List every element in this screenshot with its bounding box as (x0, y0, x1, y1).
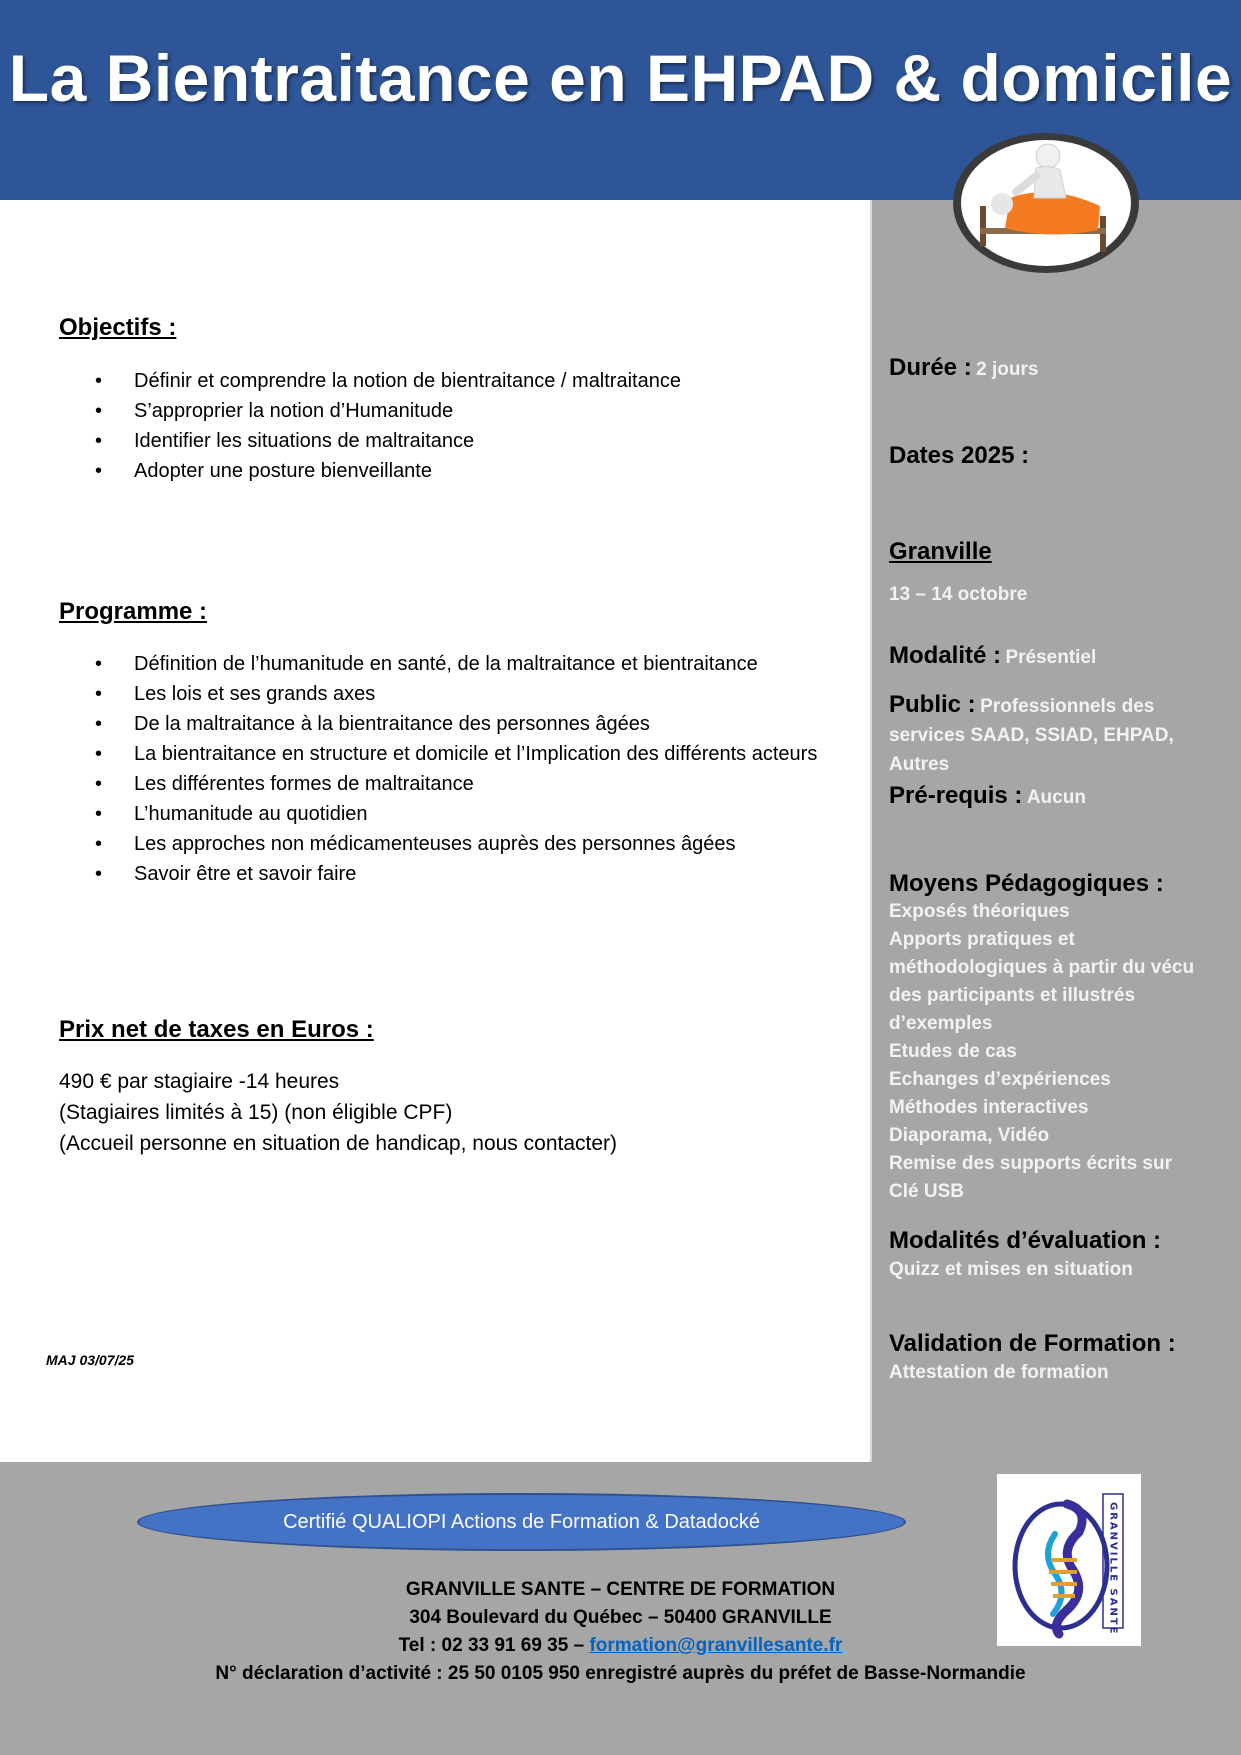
sidebar-divider (870, 200, 872, 1462)
list-item: méthodologiques à partir du vécu (889, 957, 1195, 978)
org-declaration: N° déclaration d’activité : 25 50 0105 950 enregistré auprès du préfet de Basse-Normandie (215, 1663, 1026, 1684)
qualiopi-badge: Certifié QUALIOPI Actions de Formation & Datadocké (137, 1493, 906, 1551)
org-name: GRANVILLE SANTE – CENTRE DE FORMATION (405, 1579, 836, 1600)
validation-section (889, 1330, 1229, 1384)
prix-heading: Prix net de taxes en Euros : (59, 1016, 374, 1043)
list-item: • Les différentes formes de maltraitance (59, 769, 817, 799)
public-value: Professionnels des (980, 696, 1155, 717)
prix-line: (Stagiaires limités à 15) (non éligible CPF) (59, 1101, 453, 1124)
list-item: • Définir et comprendre la notion de bientraitance / maltraitance (59, 366, 681, 396)
location-row (889, 538, 1229, 566)
prerequis-label: Pré-requis : (889, 782, 1023, 809)
list-item: Apports pratiques et (889, 929, 1075, 950)
evaluation-label: Modalités d’évaluation : (889, 1227, 1162, 1254)
validation-value: Attestation de formation (889, 1362, 1109, 1383)
programme-list (59, 649, 817, 889)
objectifs-list (59, 366, 681, 486)
location-dates-row (889, 584, 1229, 606)
dates-label: Dates 2025 : (889, 442, 1030, 469)
list-item: Remise des supports écrits sur (889, 1153, 1172, 1174)
moyens-section (889, 870, 1229, 1206)
page-title: La Bientraitance en EHPAD & domicile (8, 41, 1233, 115)
prerequis-value: Aucun (1026, 787, 1086, 808)
list-item: • Définition de l’humanitude en santé, de la maltraitance et bientraitance (59, 649, 817, 679)
prix-line: 490 € par stagiaire -14 heures (59, 1070, 340, 1093)
duree-value: 2 jours (976, 359, 1039, 380)
moyens-list (889, 898, 1229, 1206)
evaluation-value: Quizz et mises en situation (889, 1259, 1133, 1280)
prix-details (59, 1066, 617, 1159)
objectifs-heading: Objectifs : (59, 314, 177, 341)
dates-row (889, 442, 1229, 470)
list-item: • Identifier les situations de maltraitance (59, 426, 681, 456)
update-date: MAJ 03/07/25 (46, 1352, 134, 1368)
org-contact-line (0, 1632, 1241, 1660)
moyens-label: Moyens Pédagogiques : (889, 870, 1164, 897)
validation-label: Validation de Formation : (889, 1330, 1176, 1357)
list-item: des participants et illustrés (889, 985, 1136, 1006)
public-label: Public : (889, 691, 976, 718)
duree-row (889, 354, 1229, 382)
programme-heading: Programme : (59, 598, 208, 625)
list-item: • La bientraitance en structure et domicile et l’Implication des différents acteurs (59, 739, 817, 769)
list-item: d’exemples (889, 1013, 993, 1034)
list-item: Etudes de cas (889, 1041, 1017, 1062)
list-item: • Savoir être et savoir faire (59, 859, 817, 889)
list-item: Echanges d’expériences (889, 1069, 1111, 1090)
org-phone: Tel : 02 33 91 69 35 – (398, 1635, 590, 1656)
location-dates: 13 – 14 octobre (889, 584, 1028, 605)
evaluation-section (889, 1227, 1229, 1281)
caregiver-bed-illustration (950, 128, 1142, 278)
modalite-row (889, 642, 1229, 670)
email-link[interactable]: formation@granvillesante.fr (589, 1635, 843, 1656)
duree-label: Durée : (889, 354, 972, 381)
list-item: • L’humanitude au quotidien (59, 799, 817, 829)
logo-text: GRANVILLE SANTE (1107, 1502, 1119, 1636)
list-item: • De la maltraitance à la bientraitance des personnes âgées (59, 709, 817, 739)
prix-line: (Accueil personne en situation de handicap, nous contacter) (59, 1132, 618, 1155)
list-item: • Adopter une posture bienveillante (59, 456, 681, 486)
footer-contact (0, 1576, 1241, 1688)
list-item: • Les approches non médicamenteuses auprès des personnes âgées (59, 829, 817, 859)
list-item: • Les lois et ses grands axes (59, 679, 817, 709)
prerequis-row (889, 782, 1229, 810)
public-row (889, 691, 1229, 780)
list-item: • S’approprier la notion d’Humanitude (59, 396, 681, 426)
public-value: services SAAD, SSIAD, EHPAD, (889, 725, 1174, 746)
list-item: Diaporama, Vidéo (889, 1125, 1050, 1146)
public-value: Autres (889, 754, 950, 775)
org-address: 304 Boulevard du Québec – 50400 GRANVILLE (409, 1607, 832, 1628)
modalite-value: Présentiel (1005, 647, 1097, 668)
list-item: Méthodes interactives (889, 1097, 1089, 1118)
list-item: Exposés théoriques (889, 901, 1070, 922)
list-item: Clé USB (889, 1181, 964, 1202)
modalite-label: Modalité : (889, 642, 1001, 669)
location-label: Granville (889, 538, 992, 565)
